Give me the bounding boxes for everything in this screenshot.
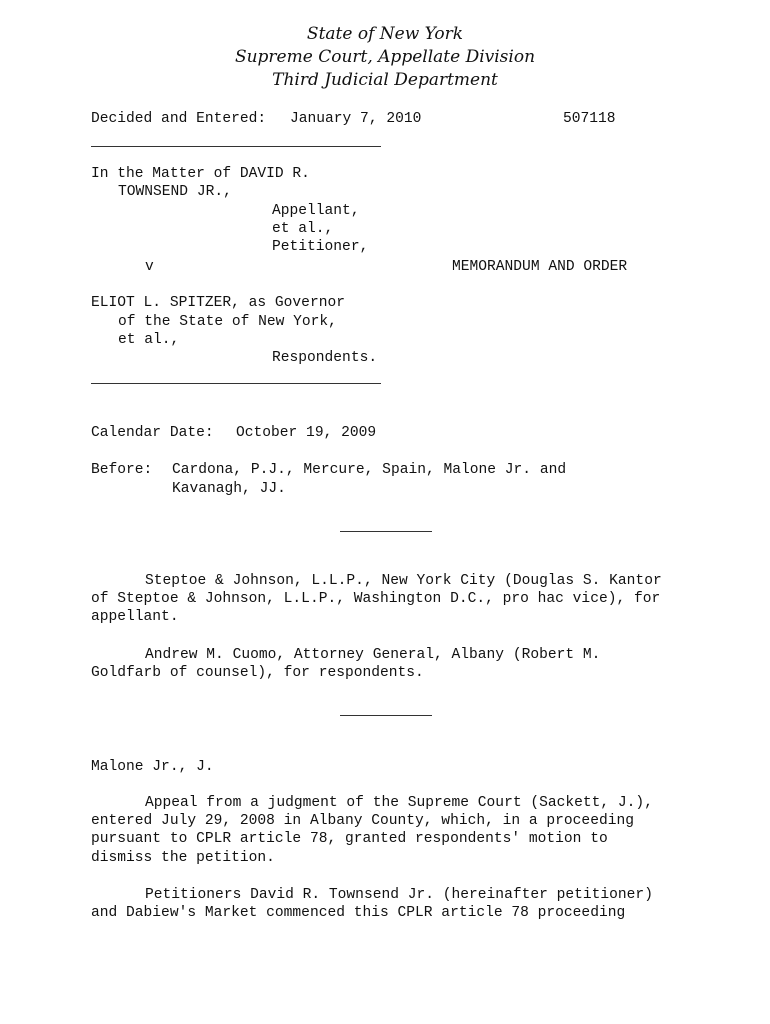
counsel-p2-line-2: Goldfarb of counsel), for respondents.	[91, 665, 424, 681]
calendar-label: Calendar Date:	[91, 425, 214, 441]
document-type: MEMORANDUM AND ORDER	[452, 259, 628, 275]
counsel-p1-line-1: Steptoe & Johnson, L.L.P., New York City (Douglas S. Kantor	[145, 573, 662, 589]
caption-top-rule	[91, 146, 381, 147]
decided-label: Decided and Entered:	[91, 111, 267, 127]
counsel-p1-line-2: of Steptoe & Johnson, L.L.P., Washington D.C., pro hac vice), for	[91, 591, 661, 607]
court-state: State of New York	[306, 24, 464, 44]
before-label: Before:	[91, 462, 153, 478]
caption-bottom-rule	[91, 383, 381, 384]
respondent-line-1: ELIOT L. SPITZER, as Governor	[91, 295, 345, 311]
respondents-label: Respondents.	[272, 350, 378, 366]
docket-number: 507118	[563, 111, 616, 127]
matter-line-2: TOWNSEND JR.,	[118, 184, 232, 200]
appellant-label: Appellant,	[272, 203, 360, 219]
decided-date: January 7, 2010	[290, 111, 422, 127]
versus: v	[145, 259, 154, 275]
section-divider-2	[340, 715, 432, 716]
calendar-date: October 19, 2009	[236, 425, 377, 441]
court-department: Third Judicial Department	[272, 70, 498, 90]
section-divider-1	[340, 531, 432, 532]
opinion-p1-line-4: dismiss the petition.	[91, 850, 275, 866]
respondent-line-2: of the State of New York,	[118, 314, 337, 330]
opinion-p2-line-1: Petitioners David R. Townsend Jr. (hereinafter petitioner)	[145, 887, 653, 903]
opinion-p2-line-2: and Dabiew's Market commenced this CPLR article 78 proceeding	[91, 905, 626, 921]
before-judges-line-2: Kavanagh, JJ.	[172, 481, 286, 497]
opinion-author: Malone Jr., J.	[91, 759, 214, 775]
et-al-1: et al.,	[272, 221, 334, 237]
opinion-p1-line-2: entered July 29, 2008 in Albany County, which, in a proceeding	[91, 813, 634, 829]
matter-line-1: In the Matter of DAVID R.	[91, 166, 310, 182]
before-judges-line-1: Cardona, P.J., Mercure, Spain, Malone Jr. and	[172, 462, 567, 478]
counsel-p1-line-3: appellant.	[91, 609, 179, 625]
respondent-line-3: et al.,	[118, 332, 180, 348]
counsel-p2-line-1: Andrew M. Cuomo, Attorney General, Albany (Robert M.	[145, 647, 601, 663]
opinion-p1-line-3: pursuant to CPLR article 78, granted respondents' motion to	[91, 831, 608, 847]
opinion-p1-line-1: Appeal from a judgment of the Supreme Court (Sackett, J.),	[145, 795, 653, 811]
court-name: Supreme Court, Appellate Division	[234, 47, 536, 67]
petitioner-label: Petitioner,	[272, 239, 369, 255]
